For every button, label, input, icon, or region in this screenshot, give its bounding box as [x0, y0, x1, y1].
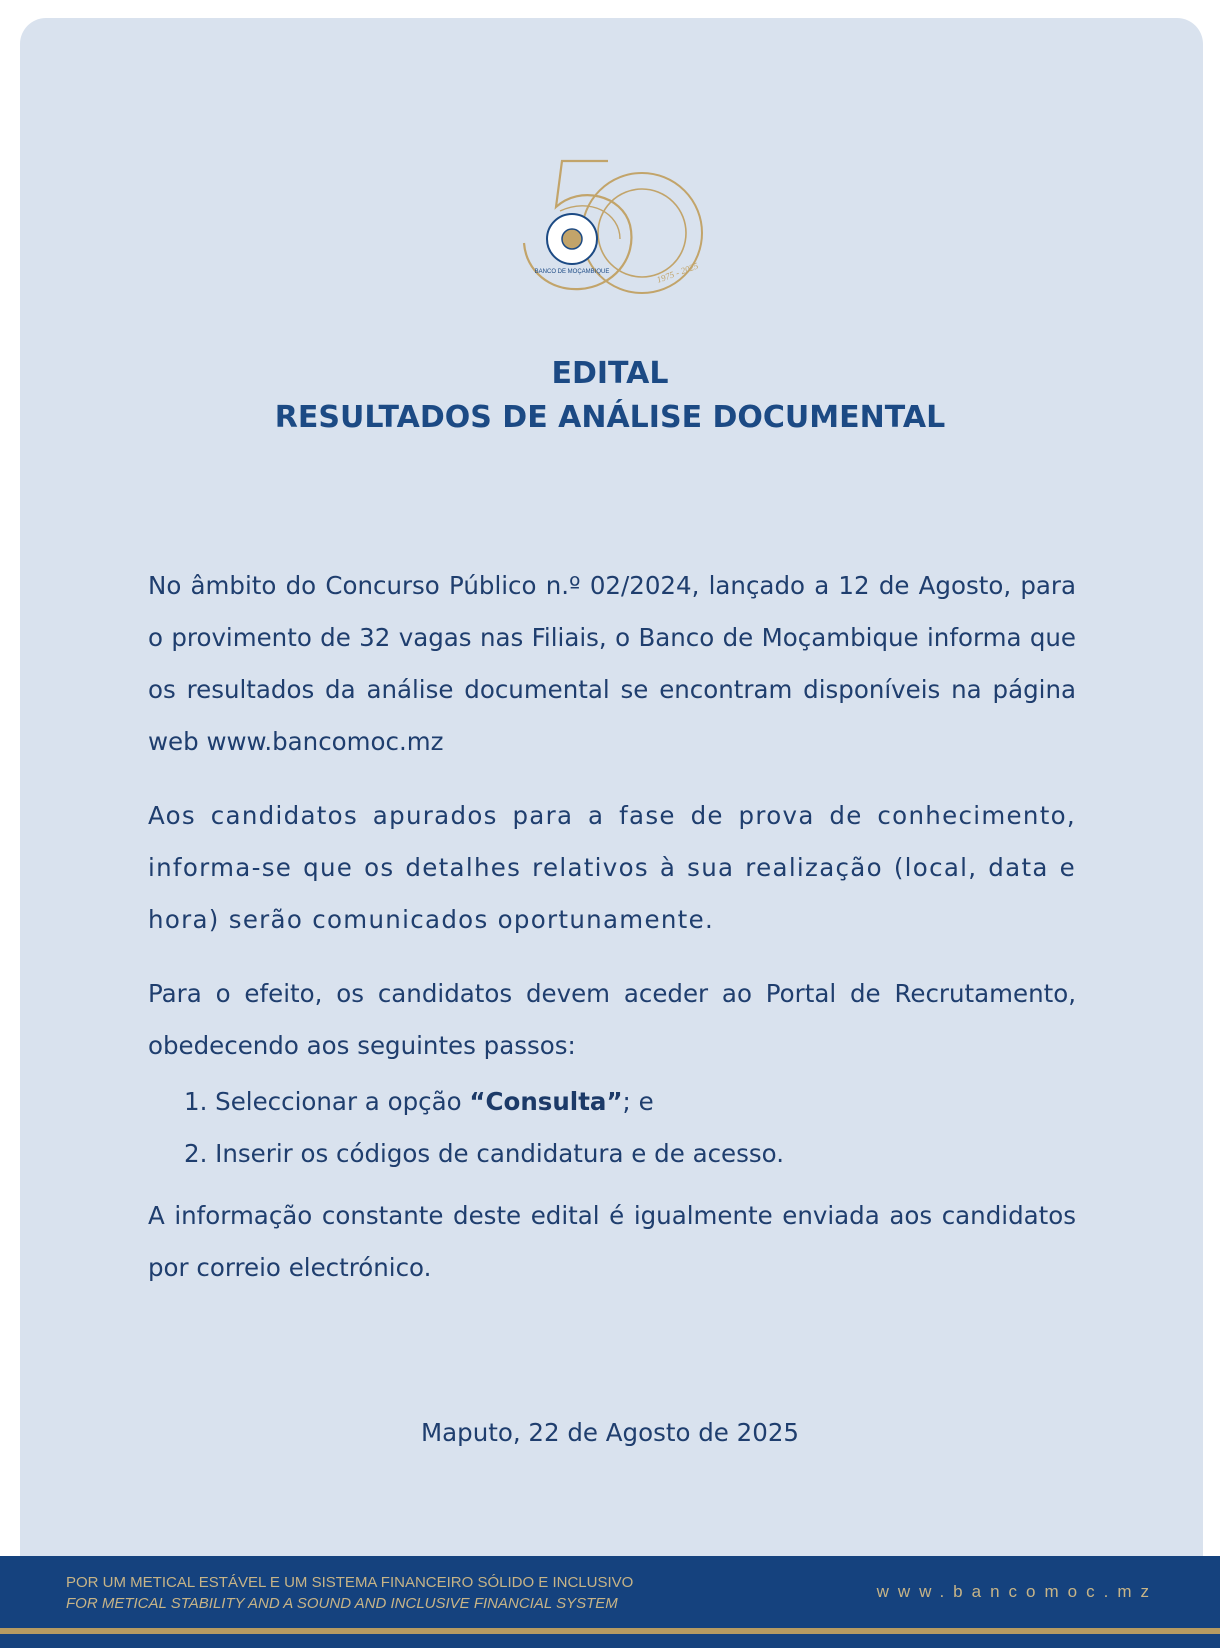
notice-title: [0, 352, 1220, 440]
paragraph-4: A informação constante deste edital é igualmente enviada aos candidatos por correio electrónico.: [148, 1201, 1076, 1282]
option-consulta: “Consulta”: [469, 1087, 623, 1116]
list-item: 1. Seleccionar a opção “Consulta”; e: [184, 1087, 654, 1116]
motto-pt: POR UM METICAL ESTÁVEL E UM SISTEMA FINANCEIRO SÓLIDO E INCLUSIVO: [66, 1574, 634, 1591]
title-line-2: RESULTADOS DE ANÁLISE DOCUMENTAL: [274, 400, 946, 435]
logo-years: 1975 - 2025: [655, 260, 700, 285]
footer-motto: [66, 1572, 633, 1614]
paragraph-2: Aos candidatos apurados para a fase de prova de conhecimento, informa-se que os detalhes relativos à sua realização (local, data e hora) serão comunicados oportunamente.: [148, 801, 1076, 934]
footer-bottom-strip: [0, 1634, 1220, 1648]
notice-body: [148, 560, 1076, 1316]
motto-en: FOR METICAL STABILITY AND A SOUND AND INCLUSIVE FINANCIAL SYSTEM: [66, 1595, 618, 1612]
seal-center: [562, 229, 582, 249]
footer-website[interactable]: www.bancomoc.mz: [876, 1582, 1158, 1601]
signoff-date: Maputo, 22 de Agosto de 2025: [421, 1418, 799, 1447]
paragraph-3: Para o efeito, os candidatos devem aceder ao Portal de Recrutamento, obedecendo aos seguintes passos:: [148, 979, 1076, 1060]
logo-zero-inner: [598, 189, 686, 277]
paragraph-1: No âmbito do Concurso Público n.º 02/2024, lançado a 12 de Agosto, para o provimento de 32 vagas nas Filiais, o Banco de Moçambique informa que os resultados da análise documental se encontram disponíveis na página web www.bancomoc.mz: [148, 571, 1076, 756]
anniversary-logo: [520, 155, 705, 300]
title-line-1: EDITAL: [551, 356, 669, 391]
seal-text: BANCO DE MOÇAMBIQUE: [534, 269, 610, 275]
steps-list: [148, 1076, 1076, 1180]
list-item: 2. Inserir os códigos de candidatura e de acesso.: [184, 1139, 785, 1168]
